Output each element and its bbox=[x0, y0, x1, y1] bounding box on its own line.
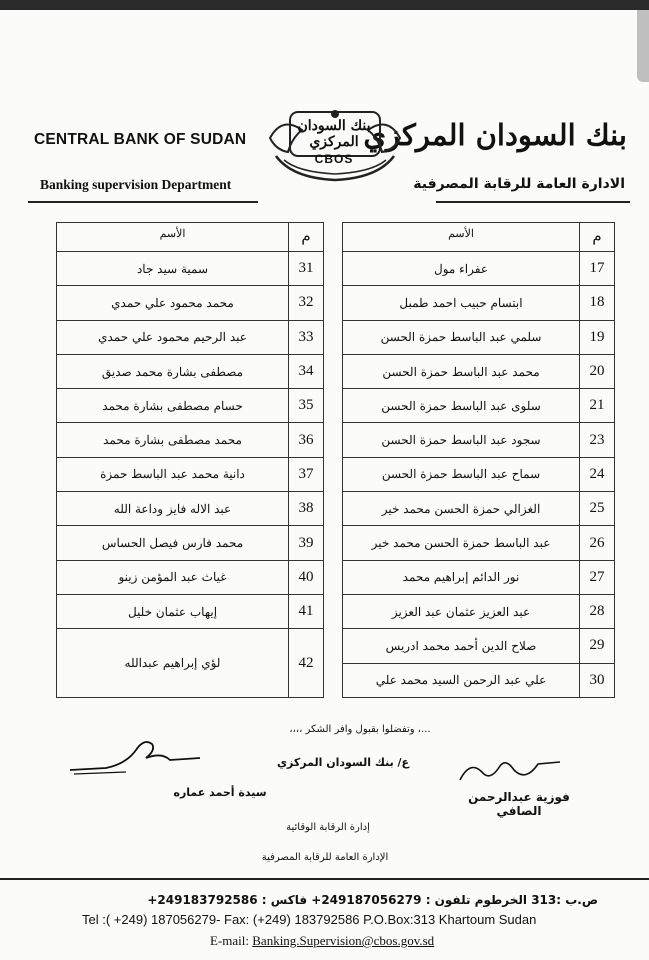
row-name: عبد الرحيم محمود علي حمدي bbox=[57, 320, 289, 354]
row-name: عبد الاله فايز وداعة الله bbox=[57, 492, 289, 526]
table-row bbox=[57, 594, 615, 628]
row-num: 33 bbox=[289, 320, 324, 354]
table-row bbox=[57, 457, 615, 491]
row-name: دانية محمد عبد الباسط حمزة bbox=[57, 457, 289, 491]
row-num: 35 bbox=[289, 389, 324, 423]
row-num: 24 bbox=[580, 457, 615, 491]
signatory-1-name: فوزية عبدالرحمن الصافي bbox=[468, 790, 570, 818]
table-row bbox=[57, 629, 615, 663]
header-arabic-title: بنك السودان المركزي bbox=[363, 118, 627, 152]
page-edge-shadow bbox=[637, 10, 649, 82]
row-num: 32 bbox=[289, 286, 324, 320]
row-num: 42 bbox=[289, 629, 324, 698]
row-num: 36 bbox=[289, 423, 324, 457]
row-num: 40 bbox=[289, 560, 324, 594]
signature-1-icon bbox=[456, 752, 566, 788]
department-line-1: إدارة الرقابة الوقائية bbox=[286, 822, 370, 833]
row-num: 41 bbox=[289, 594, 324, 628]
row-name: إيهاب عثمان خليل bbox=[57, 594, 289, 628]
department-line-2: الإدارة العامة للرقابة المصرفية bbox=[261, 852, 389, 863]
table-row bbox=[57, 286, 615, 320]
row-num: 39 bbox=[289, 526, 324, 560]
header-rule-right bbox=[436, 201, 630, 203]
row-num: 18 bbox=[580, 286, 615, 320]
row-name: عبد الباسط حمزة الحسن محمد خير bbox=[343, 526, 580, 560]
header-num-left: م bbox=[289, 223, 324, 252]
footer-english-contact: Tel :( +249) 187056279- Fax: (+249) 183792586 P.O.Box:313 Khartoum Sudan bbox=[82, 912, 537, 927]
row-name: سلوى عبد الباسط حمزة الحسن bbox=[343, 389, 580, 423]
signatory-2-name: سيدة أحمد عماره bbox=[173, 786, 267, 799]
footer-email bbox=[210, 933, 434, 949]
header-rule-left bbox=[28, 201, 258, 203]
row-name: حسام مصطفى بشارة محمد bbox=[57, 389, 289, 423]
signature-2-icon bbox=[66, 730, 206, 780]
row-num: 27 bbox=[580, 560, 615, 594]
row-name: مصطفى بشارة محمد صديق bbox=[57, 354, 289, 388]
table-row bbox=[57, 354, 615, 388]
table-header-row bbox=[57, 223, 615, 252]
row-name: محمد عبد الباسط حمزة الحسن bbox=[343, 354, 580, 388]
row-name: محمد مصطفى بشارة محمد bbox=[57, 423, 289, 457]
top-dark-strip bbox=[0, 0, 649, 10]
row-num: 19 bbox=[580, 320, 615, 354]
row-name: غياث عبد المؤمن زينو bbox=[57, 560, 289, 594]
row-num: 23 bbox=[580, 423, 615, 457]
row-name: عبد العزيز عثمان عبد العزيز bbox=[343, 594, 580, 628]
row-name: سماح عبد الباسط حمزة الحسن bbox=[343, 457, 580, 491]
logo-cbos-text: CBOS bbox=[314, 152, 354, 166]
footer-arabic-contact: ص.ب :313 الخرطوم تلفون : 249187056279+ فاكس : 249183792586+ bbox=[147, 893, 598, 907]
row-name: سجود عبد الباسط حمزة الحسن bbox=[343, 423, 580, 457]
header-arabic-subtitle: الادارة العامة للرقابة المصرفية bbox=[413, 176, 625, 192]
names-table bbox=[56, 222, 615, 698]
bank-signature-label: ع/ بنك السودان المركزي bbox=[276, 756, 410, 769]
row-name: الغزالي حمزة الحسن محمد خير bbox=[343, 492, 580, 526]
row-num: 29 bbox=[580, 629, 615, 663]
footer-rule bbox=[0, 878, 649, 880]
row-num: 37 bbox=[289, 457, 324, 491]
header-name-left: الأسم bbox=[57, 223, 289, 252]
row-num: 31 bbox=[289, 252, 324, 286]
row-num: 28 bbox=[580, 594, 615, 628]
row-name: محمد فارس فيصل الحساس bbox=[57, 526, 289, 560]
table-row bbox=[57, 389, 615, 423]
row-name: محمد محمود علي حمدي bbox=[57, 286, 289, 320]
row-name: سلمي عبد الباسط حمزة الحسن bbox=[343, 320, 580, 354]
row-num: 21 bbox=[580, 389, 615, 423]
header-english-title: CENTRAL BANK OF SUDAN bbox=[34, 131, 247, 148]
logo-arabic-text: بنك السودان المركزي bbox=[297, 118, 371, 150]
row-name: علي عبد الرحمن السيد محمد علي bbox=[343, 663, 580, 697]
table-row bbox=[57, 560, 615, 594]
header-name-right: الأسم bbox=[343, 223, 580, 252]
row-num: 34 bbox=[289, 354, 324, 388]
row-num: 20 bbox=[580, 354, 615, 388]
row-num: 30 bbox=[580, 663, 615, 697]
row-name: ابتسام حبيب احمد طمبل bbox=[343, 286, 580, 320]
row-name: صلاح الدين أحمد محمد ادريس bbox=[343, 629, 580, 663]
row-num: 17 bbox=[580, 252, 615, 286]
email-link[interactable]: Banking.Supervision@cbos.gov.sd bbox=[252, 933, 435, 948]
header-num-right: م bbox=[580, 223, 615, 252]
header-english-subtitle: Banking supervision Department bbox=[40, 177, 232, 192]
email-label: E-mail: bbox=[210, 933, 249, 948]
table-row bbox=[57, 423, 615, 457]
row-name: لؤي إبراهيم عبدالله bbox=[57, 629, 289, 698]
row-num: 25 bbox=[580, 492, 615, 526]
table-row bbox=[57, 492, 615, 526]
row-num: 26 bbox=[580, 526, 615, 560]
row-name: عفراء مول bbox=[343, 252, 580, 286]
closing-thanks: ...، وتفضلوا بقبول وافر الشكر ،،،، bbox=[289, 724, 431, 735]
table-row bbox=[57, 526, 615, 560]
row-num: 38 bbox=[289, 492, 324, 526]
row-name: نور الدائم إبراهيم محمد bbox=[343, 560, 580, 594]
row-name: سمية سيد جاد bbox=[57, 252, 289, 286]
table-row bbox=[57, 252, 615, 286]
table-row bbox=[57, 320, 615, 354]
